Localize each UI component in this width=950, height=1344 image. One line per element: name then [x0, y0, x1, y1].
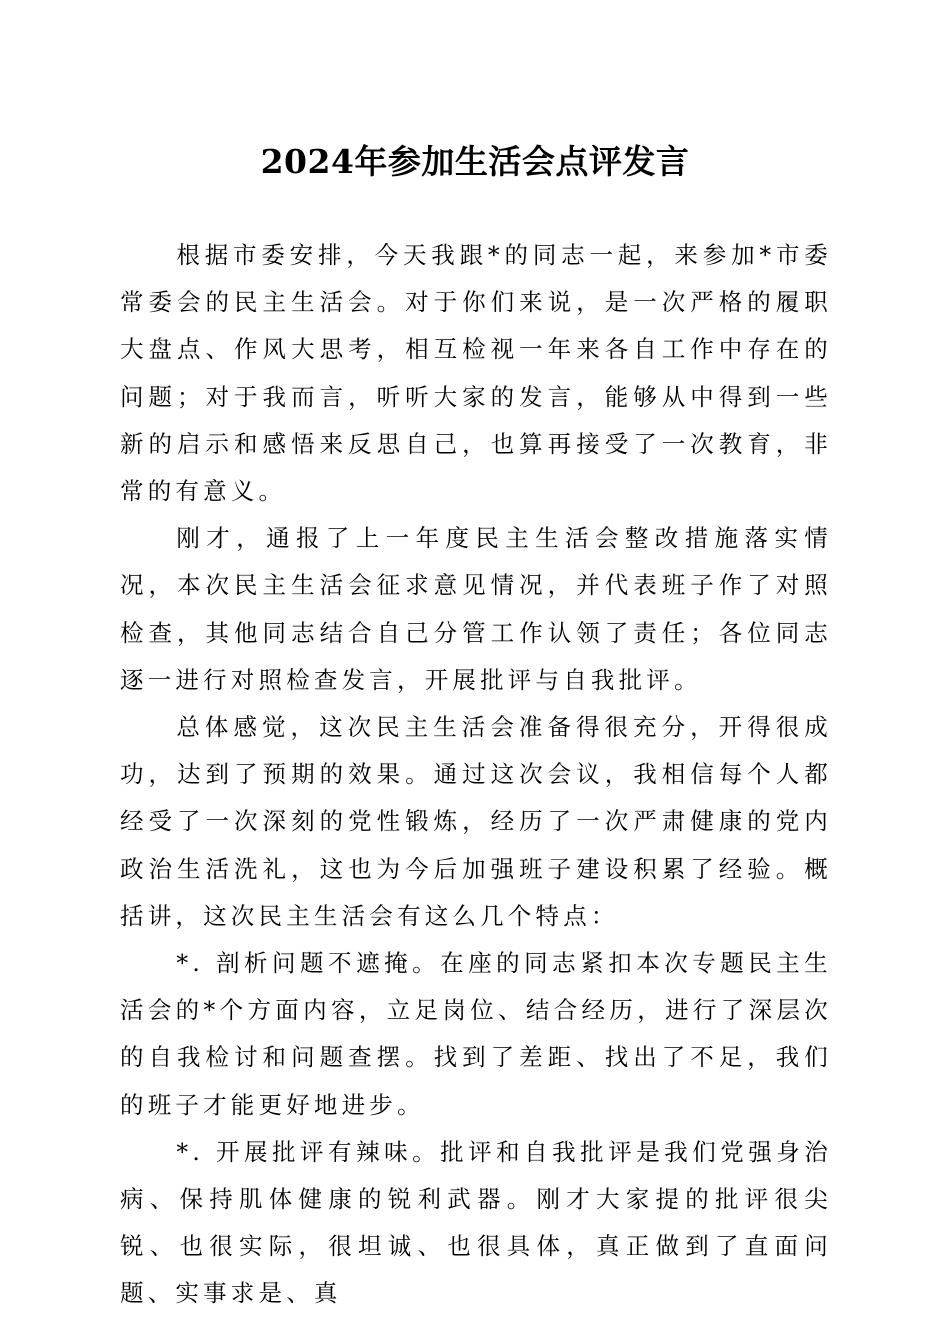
paragraph: *. 开展批评有辣味。批评和自我批评是我们党强身治病、保持肌体健康的锐利武器。刚才大家提的批评很尖锐、也很实际，很坦诚、也很具体，真正做到了直面问题、实事求是、真	[120, 1137, 832, 1308]
paragraph: 根据市委安排，今天我跟*的同志一起，来参加*市委常委会的民主生活会。对于你们来说，是一次严格的履职大盘点、作风大思考，相互检视一年来各自工作中存在的问题；对于我而言，听听大家的发言，能够从中得到一些新的启示和感悟来反思自己，也算再接受了一次教育，非常的有意义。	[120, 241, 832, 506]
document-body	[120, 232, 832, 1318]
paragraph: 总体感觉，这次民主生活会准备得很充分，开得很成功，达到了预期的效果。通过这次会议，我相信每个人都经受了一次深刻的党性锻炼，经历了一次严肃健康的党内政治生活洗礼，这也为今后加强班子建设积累了经验。概括讲，这次民主生活会有这么几个特点：	[120, 713, 832, 930]
paragraph: 刚才，通报了上一年度民主生活会整改措施落实情况，本次民主生活会征求意见情况，并代表班子作了对照检查，其他同志结合自己分管工作认领了责任；各位同志逐一进行对照检查发言，开展批评与自我批评。	[120, 524, 832, 694]
paragraph: *. 剖析问题不遮掩。在座的同志紧扣本次专题民主生活会的*个方面内容，立足岗位、结合经历，进行了深层次的自我检讨和问题查摆。找到了差距、找出了不足，我们的班子才能更好地进步。	[120, 949, 832, 1119]
document-title: 2024年参加生活会点评发言	[260, 142, 690, 181]
